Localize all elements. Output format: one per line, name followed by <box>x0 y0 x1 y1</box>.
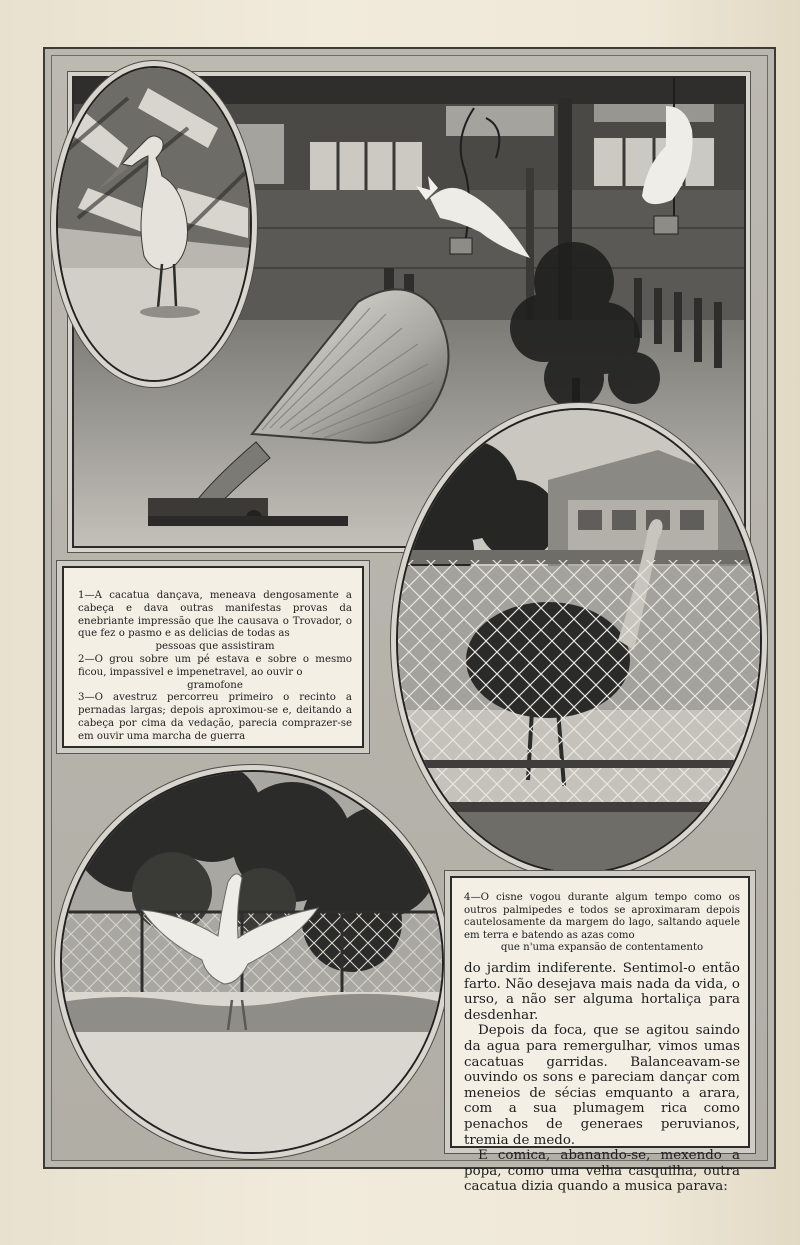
caption-2: 2—O grou sobre um pé estava e sobre o mesmo ficou, impassivel e impenetravel, ao ouvir o <box>78 653 352 678</box>
photo-crane-oval <box>56 66 252 382</box>
caption-4-tail: que n'uma expansão de contentamento <box>500 942 704 954</box>
caption-box-top <box>62 566 364 748</box>
caption-3: 3—O avestruz percorreu primeiro o recinto a pernadas largas; depois aproximou-se e, deitando a cabeça por cima da vedação, parecia comprazer-se em ouvir uma marcha de guerra <box>78 692 352 742</box>
caption-1: 1—A cacatua dançava, meneava dengosamente a cabeça e dava outras manifestas provas da enebriante impressão que lhe causava o Trovador, o que fez o pasmo e as delicias de todas as <box>78 590 352 640</box>
photo-ostrich-oval <box>396 408 762 874</box>
text-box-bottom <box>450 876 750 1195</box>
article-paragraph-2: Depois da foca, que se agitou saindo da agua para remergulhar, vimos umas cacatuas garridas. Balanceavam-se ouvindo os sons e pareciam dançar com meneios de sécias emquanto a arara, com a sua plumagem rica como penachos de generaes peruvianos, tremia de medo. <box>464 1023 740 1148</box>
caption-4 <box>464 892 740 955</box>
crane-illustration <box>58 68 250 380</box>
article-text <box>464 961 740 1195</box>
swan-illustration <box>62 772 442 1152</box>
article-paragraph-3: E comica, abanando-se, mexendo a popa, como uma velha casquilha, outra cacatua dizia quando a musica parava: <box>464 1148 740 1195</box>
article-paragraph-1: do jardim indiferente. Sentimol-o então farto. Não desejava mais nada da vida, o urso, a não ser alguma hortaliça para desdenhar. <box>464 960 740 1023</box>
caption-4-body: 4—O cisne vogou durante algum tempo como os outros palmipedes e todos se aproximaram depois cautelosamente da margem do lago, saltando aquele em terra e batendo as azas como <box>464 892 740 941</box>
caption-1-tail: pessoas que assistiram <box>155 641 275 653</box>
caption-2-tail: gramofone <box>187 679 243 691</box>
photo-swan-oval <box>60 770 444 1154</box>
ostrich-illustration <box>398 410 760 872</box>
